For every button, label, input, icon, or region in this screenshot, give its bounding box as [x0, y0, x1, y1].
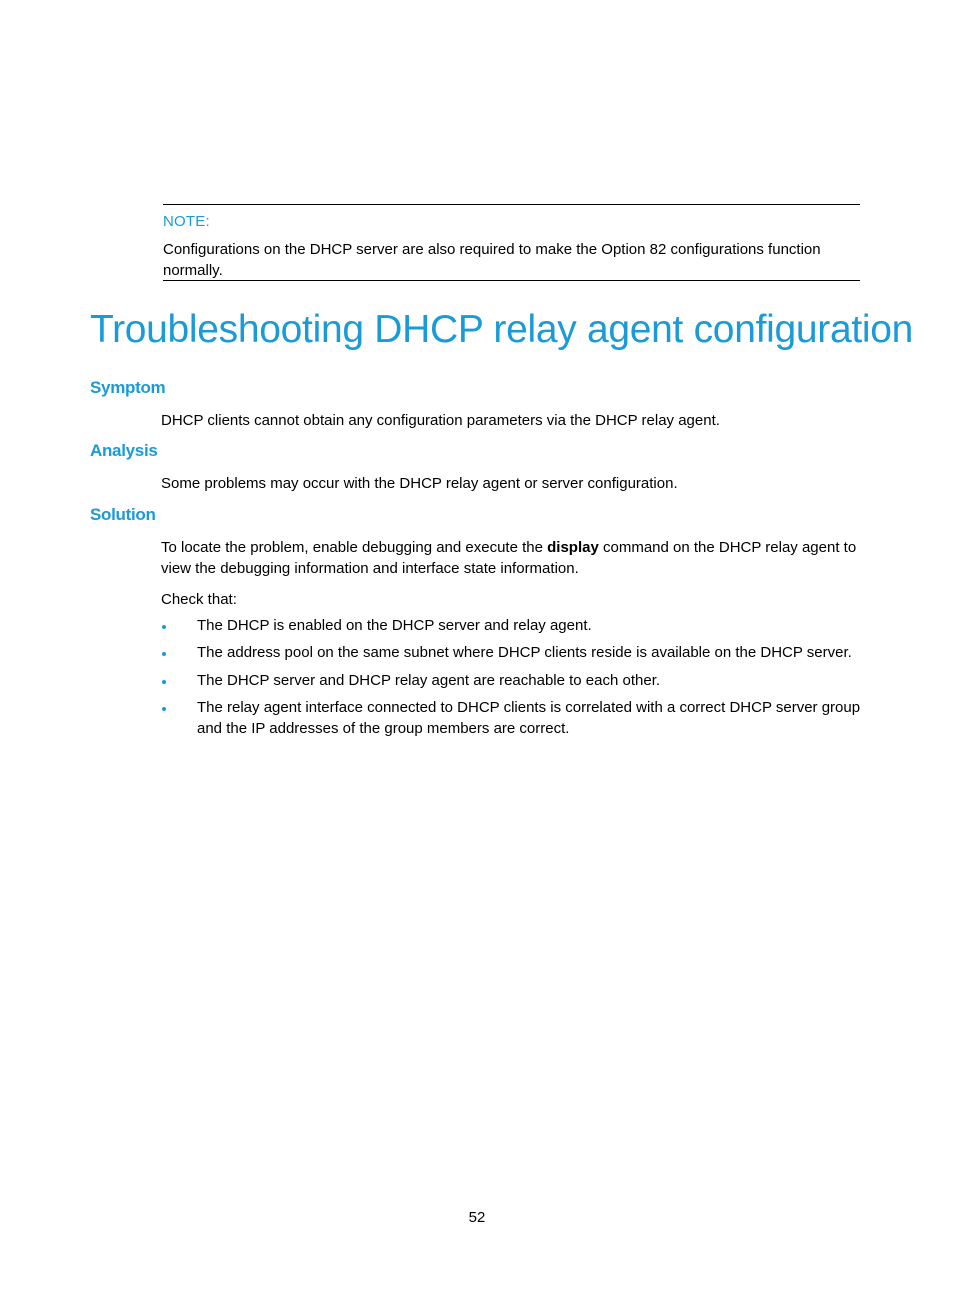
heading-symptom: Symptom	[90, 378, 166, 397]
page-number: 52	[468, 1209, 486, 1226]
note-label: NOTE:	[163, 213, 210, 230]
bullet-dot-icon	[162, 680, 166, 684]
solution-text-before: To locate the problem, enable debugging and execute the	[161, 539, 548, 556]
list-item	[161, 697, 866, 739]
display-command: display	[547, 539, 599, 556]
check-intro: Check that:	[161, 591, 237, 608]
list-item-text: The DHCP is enabled on the DHCP server and relay agent.	[197, 617, 592, 634]
list-item-text: The relay agent interface connected to DHCP clients is correlated with a correct DHCP server group and the IP addresses of the group members are correct.	[197, 699, 861, 737]
list-item	[161, 642, 866, 663]
bullet-dot-icon	[162, 707, 166, 711]
check-list	[161, 615, 866, 739]
symptom-text: DHCP clients cannot obtain any configuration parameters via the DHCP relay agent.	[161, 412, 720, 429]
list-item-text: The address pool on the same subnet where DHCP clients reside is available on the DHCP server.	[197, 644, 852, 661]
list-item	[161, 670, 866, 691]
heading-analysis: Analysis	[90, 441, 158, 460]
page-title: Troubleshooting DHCP relay agent configuration	[90, 308, 914, 351]
heading-solution: Solution	[90, 505, 156, 524]
bullet-dot-icon	[162, 652, 166, 656]
note-text: Configurations on the DHCP server are also required to make the Option 82 configurations function normally.	[163, 241, 821, 279]
list-item-text: The DHCP server and DHCP relay agent are reachable to each other.	[197, 672, 661, 689]
note-box	[163, 204, 860, 281]
list-item	[161, 615, 866, 636]
bullet-dot-icon	[162, 625, 166, 629]
solution-text	[161, 537, 866, 579]
analysis-text: Some problems may occur with the DHCP relay agent or server configuration.	[161, 475, 678, 492]
solution-text-after: command on the DHCP relay agent to view the debugging information and interface state information.	[161, 539, 857, 577]
